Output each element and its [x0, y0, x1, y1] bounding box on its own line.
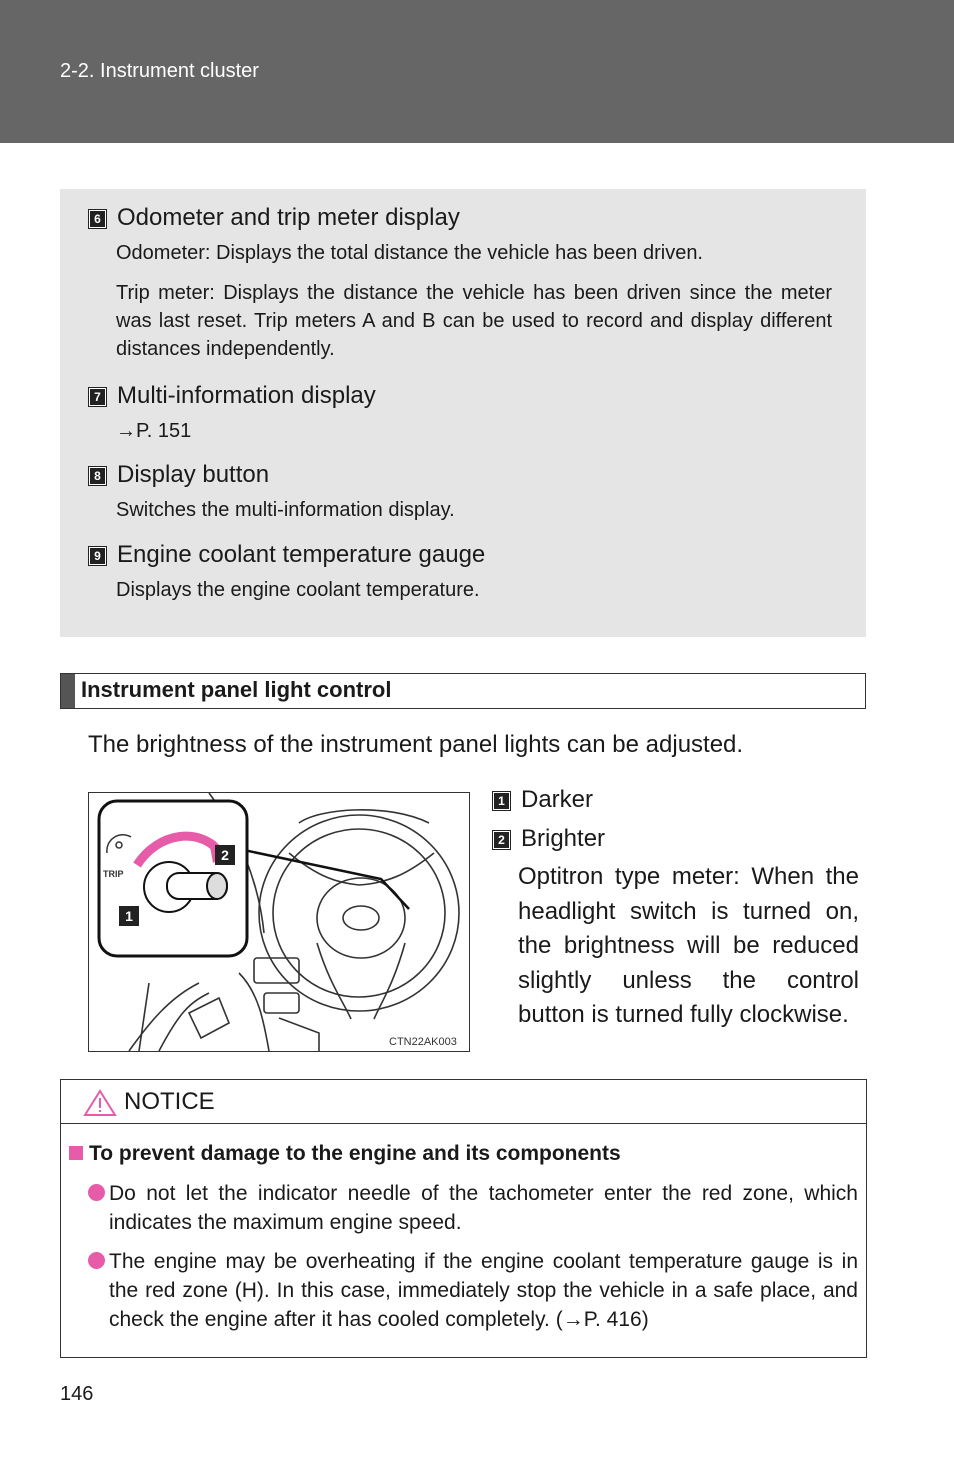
notice-bullet-text: The engine may be overheating if the engine coolant temperature gauge is in the red zone (H). In this case, immediately stop the vehicle in a safe place, and check the engine after it has cooled completely. (→P. 416): [109, 1250, 858, 1331]
control-brighter: [492, 824, 860, 854]
section-breadcrumb: 2-2. Instrument cluster: [60, 60, 259, 82]
section-intro: The brightness of the instrument panel lights can be adjusted.: [88, 731, 744, 758]
control-label: Darker: [521, 786, 594, 813]
item-number-badge: 8: [88, 466, 107, 486]
bullet-dot-icon: [88, 1252, 105, 1269]
item-coolant-gauge: [88, 540, 848, 604]
item-description: Odometer: Displays the total distance the vehicle has been driven.: [116, 242, 703, 264]
notice-subheading-text: To prevent damage to the engine and its components: [89, 1142, 621, 1165]
item-multi-information: [88, 381, 848, 445]
item-description: Switches the multi-information display.: [116, 499, 455, 521]
callout-number-1: 1: [125, 908, 133, 924]
bullet-dot-icon: [88, 1184, 105, 1201]
notice-bullet: [88, 1247, 858, 1334]
notice-label: NOTICE: [124, 1088, 215, 1115]
item-description: Trip meter: Displays the distance the vehicle has been driven since the meter was last reset. Trip meters A and B can be used to record and display different distances independently.: [116, 282, 832, 360]
instrument-panel-illustration: [88, 792, 470, 1052]
page-number: 146: [60, 1383, 94, 1405]
page-header: [0, 0, 954, 143]
item-number-badge: 7: [88, 387, 107, 407]
item-number-badge: 6: [88, 209, 107, 229]
notice-subheading: [69, 1142, 621, 1166]
item-display-button: [88, 460, 848, 524]
notice-header: [61, 1080, 866, 1124]
heading-bar: [61, 674, 75, 708]
page-reference: →P. 151: [116, 420, 192, 442]
section-heading: [60, 673, 866, 709]
control-number-badge: 2: [492, 830, 511, 850]
control-note: Optitron type meter: When the headlight switch is turned on, the brightness will be reduced slightly unless the control button is turned fully clockwise.: [518, 863, 859, 1028]
warning-triangle-icon: [83, 1089, 117, 1117]
notice-box: [60, 1079, 867, 1358]
item-title: Odometer and trip meter display: [117, 204, 460, 231]
square-bullet-icon: [69, 1146, 83, 1160]
control-label: Brighter: [521, 825, 606, 852]
callout-number-2: 2: [221, 847, 229, 863]
item-description: Displays the engine coolant temperature.: [116, 579, 480, 601]
item-title: Multi-information display: [117, 382, 376, 409]
control-number-badge: 1: [492, 791, 511, 811]
section-heading-text: Instrument panel light control: [81, 677, 392, 702]
trip-label: TRIP: [103, 869, 124, 879]
notice-bullet-text: Do not let the indicator needle of the tachometer enter the red zone, which indicates the maximum engine speed.: [109, 1182, 858, 1234]
figure-code: CTN22AK003: [389, 1036, 457, 1048]
item-title: Engine coolant temperature gauge: [117, 541, 486, 568]
steering-wheel-illustration: [89, 793, 469, 1051]
control-darker: [492, 785, 860, 815]
item-odometer: [88, 203, 848, 363]
notice-bullet: [88, 1179, 858, 1237]
item-title: Display button: [117, 461, 270, 488]
item-number-badge: 9: [88, 546, 107, 566]
